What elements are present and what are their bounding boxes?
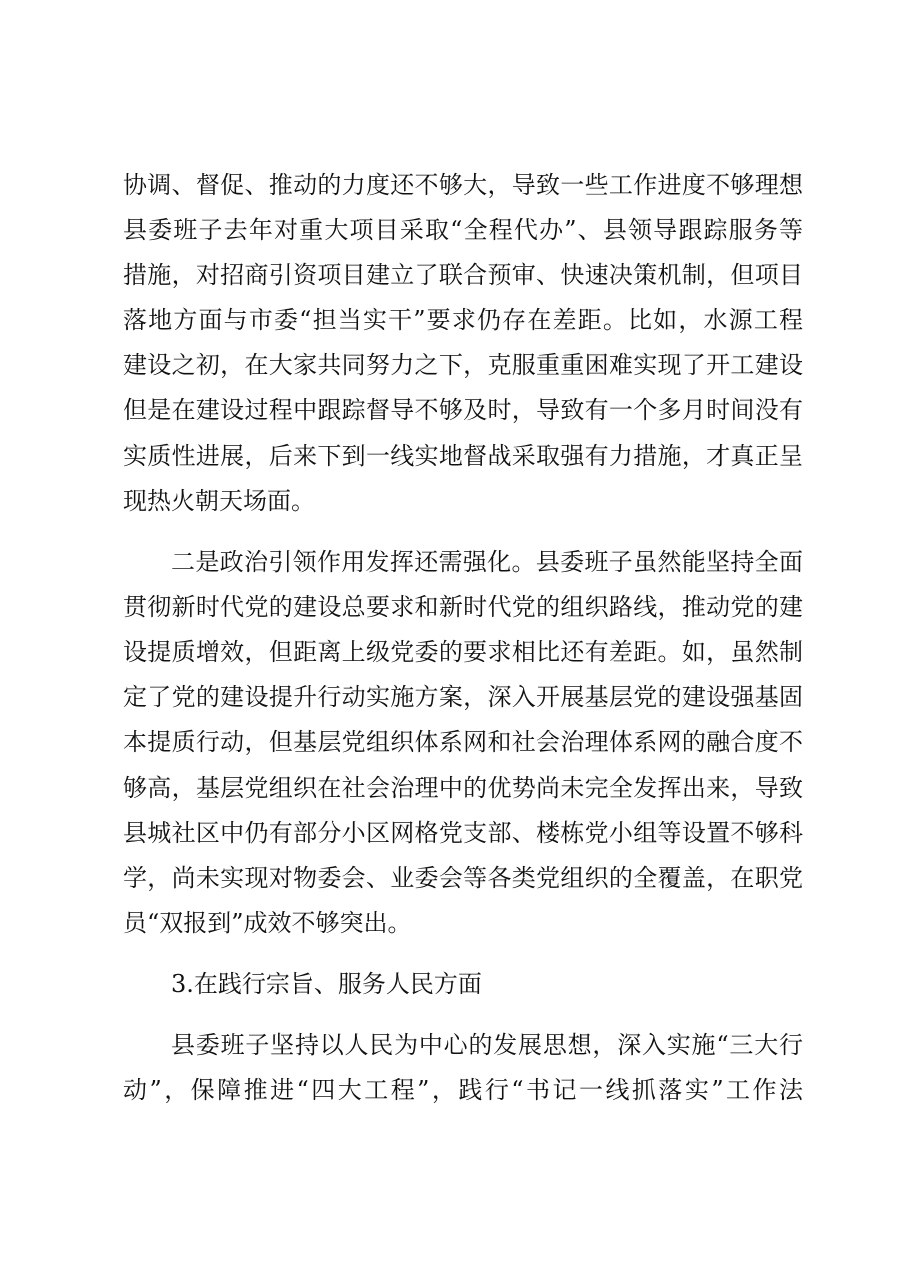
body-text-line: 设提质增效，但距离上级党委的要求相比还有差距。如，虽然制 bbox=[123, 638, 803, 666]
body-text-line: 但是在建设过程中跟踪督导不够及时，导致有一个多月时间没有 bbox=[123, 396, 803, 424]
body-text-line: 建设之初，在大家共同努力之下，克服重重困难实现了开工建设 bbox=[123, 351, 803, 379]
body-text-line: 够高，基层党组织在社会治理中的优势尚未完全发挥出来，导致 bbox=[123, 774, 803, 802]
body-text-line: 县委班子去年对重大项目采取“全程代办”、县领导跟踪服务等 bbox=[123, 216, 803, 244]
body-text-line: 实质性进展，后来下到一线实地督战采取强有力措施，才真正呈 bbox=[123, 442, 803, 470]
body-text-line: 员“双报到”成效不够突出。 bbox=[123, 909, 412, 937]
body-text-line: 学，尚未实现对物委会、业委会等各类党组织的全覆盖，在职党 bbox=[123, 864, 803, 892]
body-text-line: 措施，对招商引资项目建立了联合预审、快速决策机制，但项目 bbox=[123, 261, 803, 289]
paragraph-first-line: 县委班子坚持以人民为中心的发展思想，深入实施“三大行 bbox=[171, 1031, 803, 1059]
body-text-line: 本提质行动，但基层党组织体系网和社会治理体系网的融合度不 bbox=[123, 728, 803, 756]
body-text-line: 县城社区中仍有部分小区网格党支部、楼栋党小组等设置不够科 bbox=[123, 819, 803, 847]
section-heading: 3.在践行宗旨、服务人民方面 bbox=[171, 970, 482, 998]
body-text-line: 现热火朝天场面。 bbox=[123, 487, 315, 515]
body-text-line: 定了党的建设提升行动实施方案，深入开展基层党的建设强基固 bbox=[123, 683, 803, 711]
body-text-line: 贯彻新时代党的建设总要求和新时代党的组织路线，推动党的建 bbox=[123, 593, 803, 621]
body-text-line: 动”，保障推进“四大工程”，践行“书记一线抓落实”工作法 bbox=[123, 1076, 803, 1104]
body-text-line: 落地方面与市委“担当实干”要求仍存在差距。比如，水源工程 bbox=[123, 306, 803, 334]
paragraph-heading-line: 二是政治引领作用发挥还需强化。县委班子虽然能坚持全面 bbox=[171, 548, 803, 576]
body-text-line: 协调、督促、推动的力度还不够大，导致一些工作进度不够理想 bbox=[123, 171, 803, 199]
